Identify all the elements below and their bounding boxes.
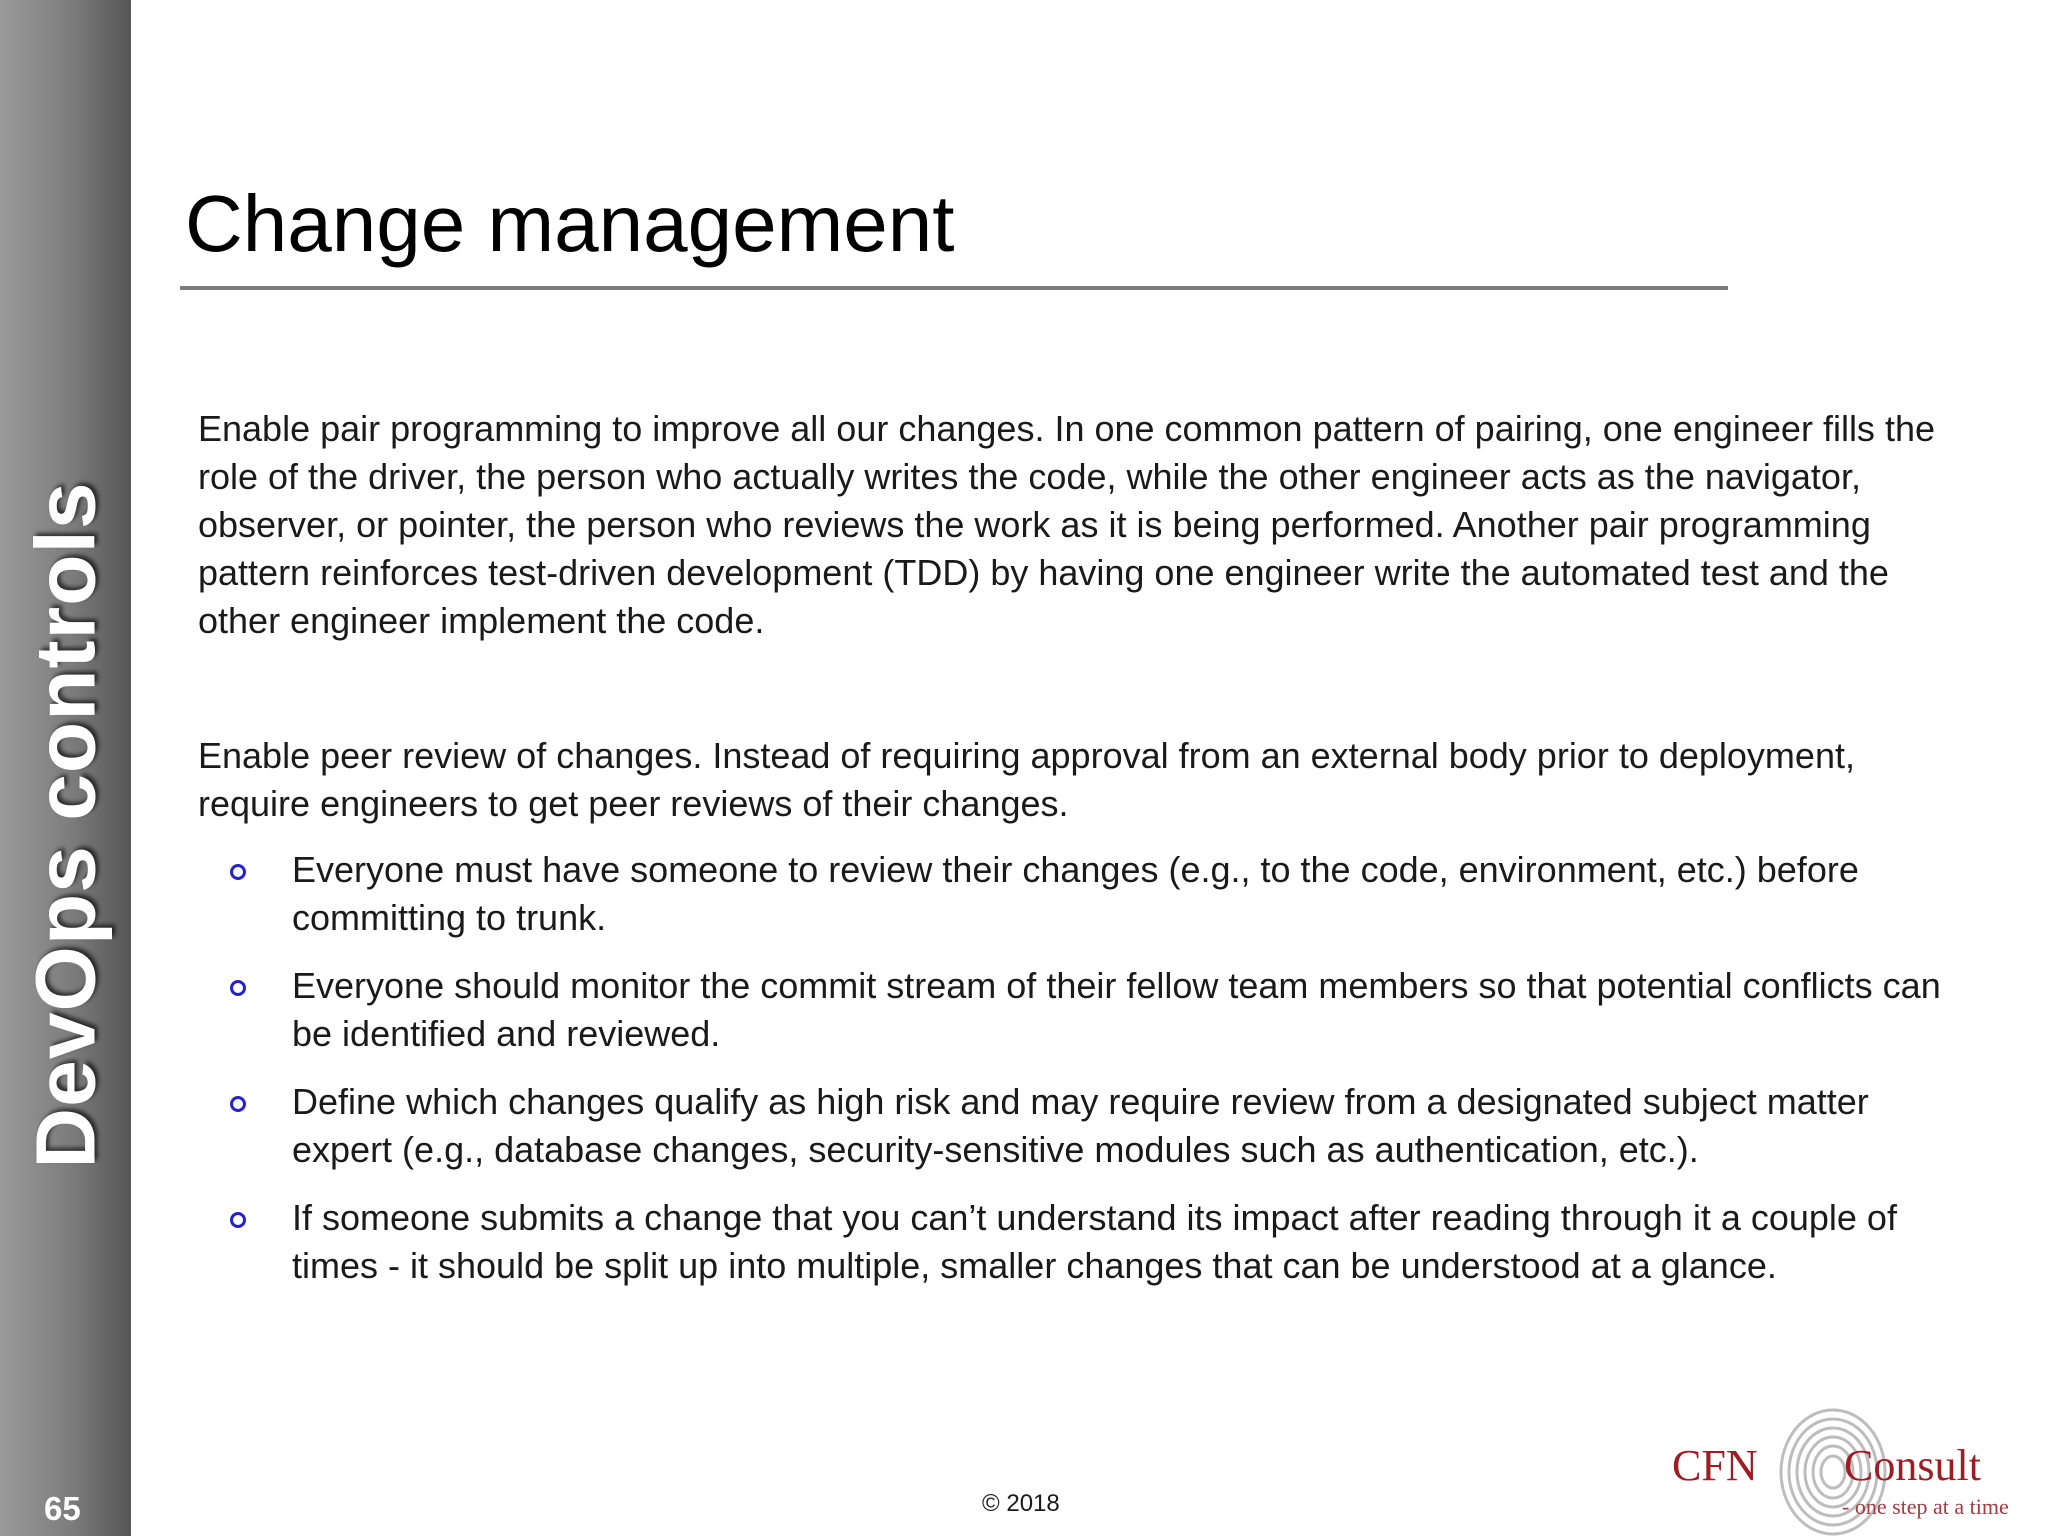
circle-bullet-icon [230,1096,246,1112]
slide-body [198,405,1958,1310]
bullet-list [198,846,1958,1290]
list-item-text: Everyone must have someone to review their changes (e.g., to the code, environment, etc.) before committing to trunk. [292,849,1859,938]
circle-bullet-icon [230,980,246,996]
list-item-text: Everyone should monitor the commit stream of their fellow team members so that potential conflicts can be identified and reviewed. [292,965,1941,1054]
logo-tagline: - one step at a time [1842,1494,2009,1519]
list-item [198,1194,1958,1290]
circle-bullet-icon [230,864,246,880]
title-divider [180,286,1728,290]
list-item-text: Define which changes qualify as high risk and may require review from a designated subject matter expert (e.g., database changes, security-sensitive modules such as authentication, etc.). [292,1081,1869,1170]
copyright-notice: © 2018 [982,1490,1060,1517]
sidebar [0,0,131,1536]
logo-consult: Consult [1844,1441,1981,1490]
list-item [198,1078,1958,1174]
list-item [198,846,1958,942]
paragraph-pair-programming: Enable pair programming to improve all our changes. In one common pattern of pairing, one engineer fills the role of the driver, the person who actually writes the code, while the other engineer acts as the navigator, observer, or pointer, the person who reviews the work as it is being performed. Another pair programming pattern reinforces test-driven development (TDD) by having one engineer write the automated test and the other engineer implement the code. [198,408,1935,641]
list-item-text: If someone submits a change that you can’t understand its impact after reading through it a couple of times - it should be split up into multiple, smaller changes that can be understood at a glance. [292,1197,1897,1286]
paragraph-peer-review: Enable peer review of changes. Instead of requiring approval from an external body prior to deployment, require engineers to get peer reviews of their changes. [198,735,1855,824]
page-number: 65 [44,1490,81,1527]
list-item [198,962,1958,1058]
page-title: Change management [185,179,955,268]
circle-bullet-icon [230,1212,246,1228]
section-title: DevOps controls [18,481,113,1169]
logo-cfn: CFN [1672,1441,1758,1490]
